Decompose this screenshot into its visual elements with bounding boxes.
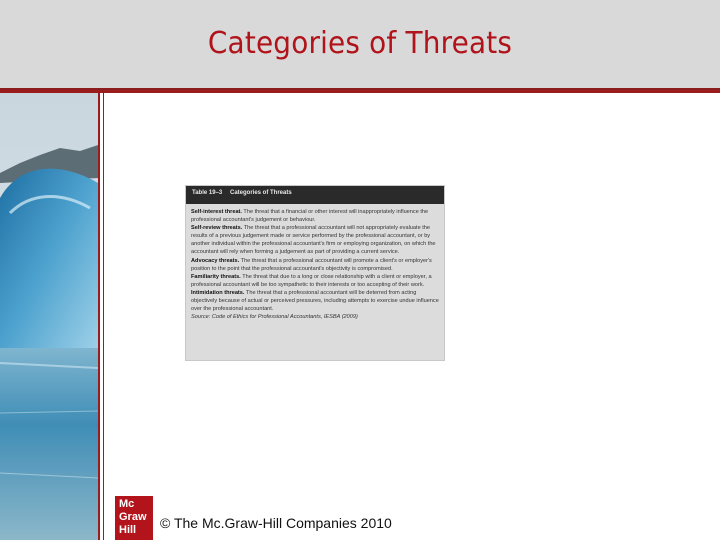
threat-term: Intimidation threats. xyxy=(191,289,245,296)
threat-term: Familiarity threats. xyxy=(191,273,241,280)
logo-line-3: Hill xyxy=(119,524,137,536)
logo-line-1: Mc xyxy=(119,498,135,510)
table-source: Source: Code of Ethics for Professional Accountants, IESBA (2009) xyxy=(191,314,358,321)
threat-definition: The threat that a professional accountant will promote a client's or employer's position to the point that the professional accountant's objectivity is compromised. xyxy=(191,257,432,272)
vertical-rule-inner xyxy=(103,93,104,540)
mcgraw-hill-logo xyxy=(115,496,153,540)
threat-entry xyxy=(191,289,439,313)
iceberg-illustration xyxy=(0,93,98,540)
threat-entry xyxy=(191,273,439,289)
table-header xyxy=(186,186,444,204)
threat-entry xyxy=(191,257,439,273)
copyright-footer: © The Mc.Graw-Hill Companies 2010 xyxy=(160,515,392,531)
threat-definition: The threat that a financial or other interest will inappropriately influence the professional accountant's judgement or behaviour. xyxy=(191,209,429,224)
title-divider xyxy=(0,90,720,93)
threat-definition: The threat that due to a long or close relationship with a client or employer, a professional accountant will be too sympathetic to their interests or too accepting of their work. xyxy=(191,273,432,288)
iceberg-image xyxy=(0,93,98,540)
table-body xyxy=(191,208,439,321)
threat-entry xyxy=(191,224,439,256)
table-caption: Categories of Threats xyxy=(230,190,292,196)
title-bar xyxy=(0,0,720,90)
threat-entry xyxy=(191,208,439,224)
threat-term: Advocacy threats. xyxy=(191,257,240,264)
threat-definition: The threat that a professional accountant will be deterred from acting objectively because of actual or perceived pressures, including attempts to exercise undue influence over the professional accountant. xyxy=(191,289,439,313)
vertical-rule-outer xyxy=(98,93,100,540)
threat-term: Self-review threats. xyxy=(191,225,243,232)
threat-definition: The threat that a professional accountant will not appropriately evaluate the results of a previous judgement made or service performed by the professional accountant, or by another individual within the professional accountant's firm or employing organization, on which the accountant will rely when forming a judgement as part of providing a current service. xyxy=(191,225,436,256)
logo-line-2: Graw xyxy=(119,511,147,523)
slide-title: Categories of Threats xyxy=(207,26,513,61)
threat-term: Self-interest threat. xyxy=(191,209,242,215)
table-number: Table 19–3 xyxy=(192,190,223,196)
threats-table xyxy=(186,186,444,360)
